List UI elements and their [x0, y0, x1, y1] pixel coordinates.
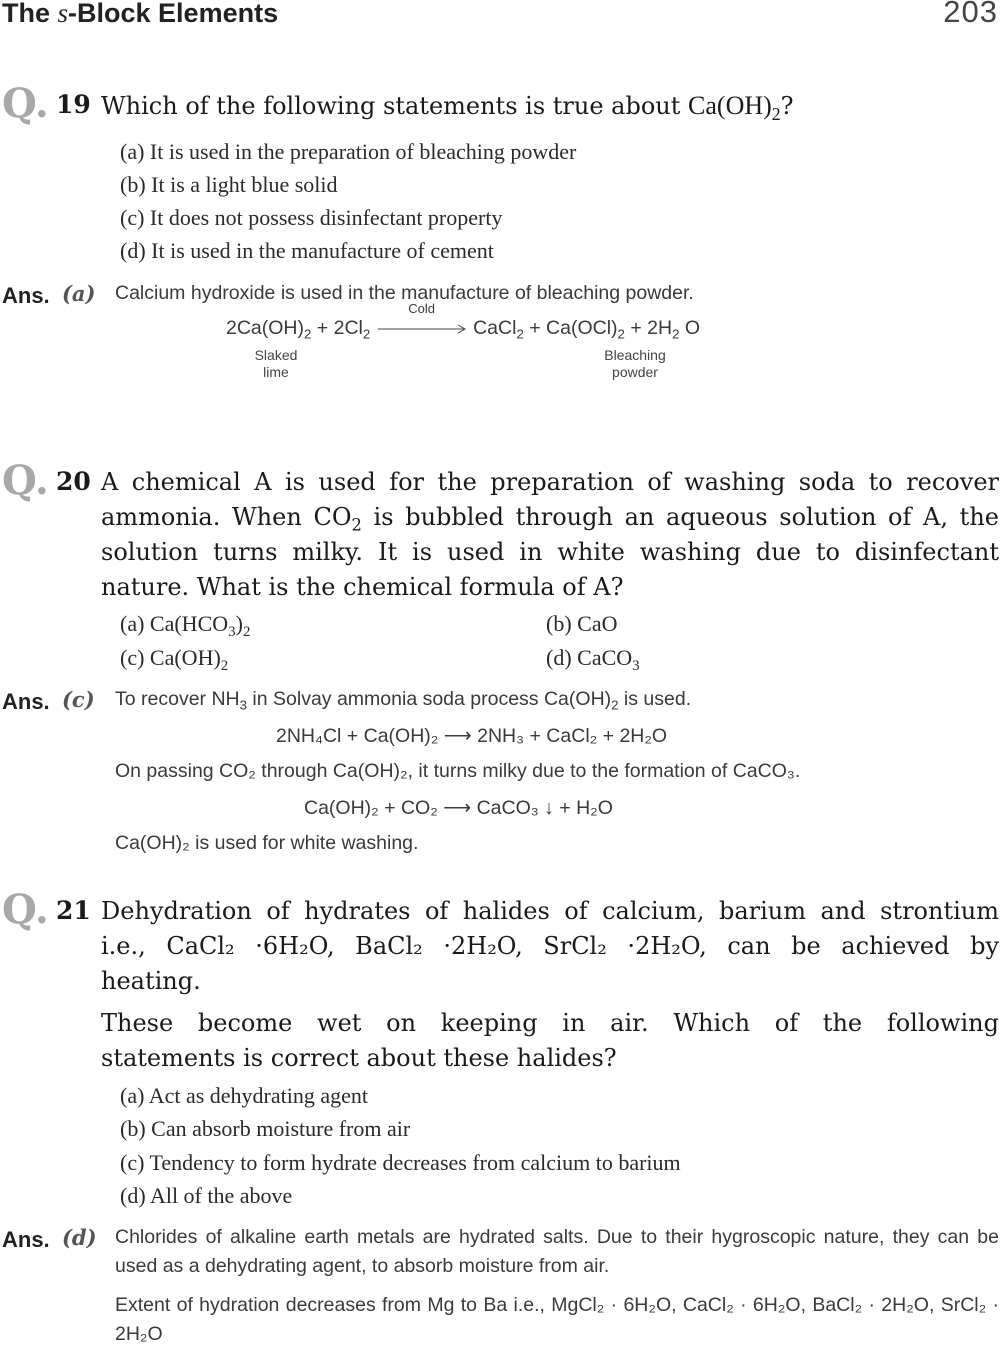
reaction-arrow-icon	[376, 324, 468, 334]
question-stem-line: These become wet on keeping in air. Which of the following	[101, 1009, 999, 1037]
question-number: 20	[56, 467, 91, 496]
chapter-title: The s-Block Elements	[2, 0, 279, 28]
answer-explanation: Calcium hydroxide is used in the manufacture of bleaching powder.	[115, 282, 694, 304]
option-c: (c) $Ca(OH)_2$	[120, 645, 229, 675]
option-d: (d) All of the above	[120, 1183, 293, 1208]
question-stem-line: statements is correct about these halides?	[101, 1044, 617, 1072]
answer-letter: (c)	[62, 687, 95, 712]
option-b: (b) CaO	[546, 611, 618, 636]
answer-label: Ans.	[2, 283, 50, 308]
answer-explanation: On passing CO₂ through Ca(OH)₂, it turns milky due to the formation of CaCO₃.	[115, 760, 801, 782]
question-stem-line: heating.	[101, 967, 201, 995]
question-marker: Q.	[2, 457, 49, 504]
answer-explanation: To recover $NH_3$ in Solvay ammonia soda process $Ca(OH)_2$ is used.	[115, 688, 692, 713]
option-a: (a) $Ca(HCO_3)_2$	[120, 611, 251, 641]
label-bleaching-powder: Bleaching powder	[604, 347, 666, 380]
question-stem-line: i.e., CaCl₂ ·6H₂O, BaCl₂ ·2H₂O, SrCl₂ ·2H₂O, can be achieved by	[101, 932, 999, 960]
arrow-condition: Cold	[408, 301, 436, 317]
option-a: (a) It is used in the preparation of bleaching powder	[120, 139, 577, 164]
question-marker: Q.	[2, 886, 49, 933]
answer-letter: (a)	[62, 281, 96, 306]
question-number: 19	[56, 90, 91, 119]
answer-explanation: Chlorides of alkaline earth metals are hydrated salts. Due to their hygroscopic nature, they can be used as a dehydrating agent, to absorb moisture from air.	[115, 1226, 999, 1277]
answer-explanation: Ca(OH)₂ is used for white washing.	[115, 832, 419, 854]
page-number: 203	[943, 0, 998, 29]
reaction-equation: 2NH₄Cl + Ca(OH)₂ ⟶ 2NH₃ + CaCl₂ + 2H₂O	[276, 725, 668, 747]
question-number: 21	[56, 896, 91, 925]
reaction-equation: $2Ca(OH)_2 + 2Cl_2$ Cold CaCl$_2$ + $Ca(OCl)_2 + 2H_2$ O	[226, 301, 701, 342]
reaction-equation: Ca(OH)₂ + CO₂ ⟶ CaCO₃ ↓ + H₂O	[304, 797, 613, 819]
answer-label: Ans.	[2, 689, 50, 714]
question-stem-line: Dehydration of hydrates of halides of calcium, barium and strontium	[101, 897, 999, 925]
option-b: (b) Can absorb moisture from air	[120, 1116, 411, 1141]
option-c: (c) Tendency to form hydrate decreases from calcium to barium	[120, 1150, 681, 1175]
answer-explanation: Extent of hydration decreases from Mg to Ba i.e., MgCl₂ · 6H₂O, CaCl₂ · 6H₂O, BaCl₂ · 2H₂O, SrCl₂ · 2H₂O	[115, 1294, 999, 1345]
label-slaked-lime: Slaked lime	[254, 347, 298, 380]
option-d: (d) It is used in the manufacture of cement	[120, 238, 494, 263]
option-a: (a) Act as dehydrating agent	[120, 1083, 369, 1108]
question-stem-line: ammonia. When $CO_2$ is bubbled through an aqueous solution of A, the	[101, 503, 999, 535]
question-stem-line: A chemical A is used for the preparation of washing soda to recover	[101, 468, 999, 496]
question-stem-line: solution turns milky. It is used in white washing due to disinfectant	[101, 538, 999, 566]
option-c: (c) It does not possess disinfectant property	[120, 205, 503, 230]
question-marker: Q.	[2, 80, 49, 127]
answer-letter: (d)	[62, 1225, 97, 1250]
option-d: (d) CaCO$_3$	[546, 645, 640, 675]
question-stem: Which of the following statements is true about $Ca(OH)_2$?	[101, 91, 794, 125]
question-stem-line: nature. What is the chemical formula of A?	[101, 573, 624, 601]
option-b: (b) It is a light blue solid	[120, 172, 338, 197]
answer-label: Ans.	[2, 1227, 50, 1252]
